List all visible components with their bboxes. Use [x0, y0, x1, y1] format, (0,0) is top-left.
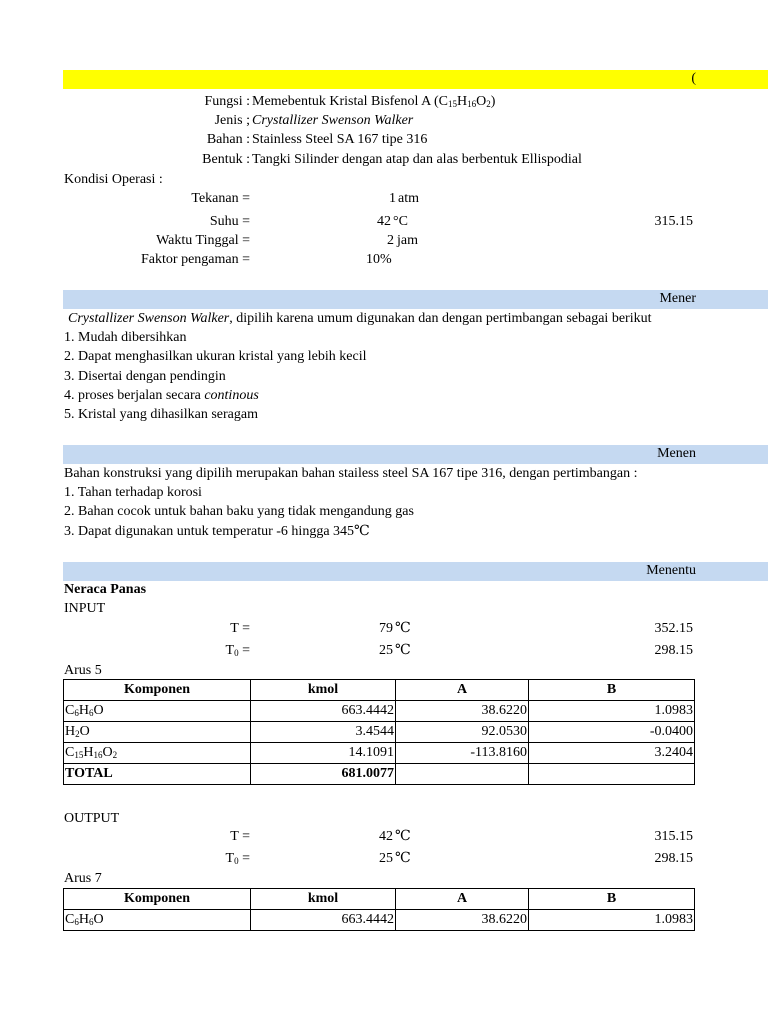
fungsi-value: Memebentuk Kristal Bisfenol A $(C_{15}H_{16}O_2)$	[252, 94, 496, 109]
output-t0-value: 25	[379, 851, 393, 866]
input-arus: Arus 5	[64, 663, 102, 678]
output-t-value: 42	[379, 829, 393, 844]
total-label: TOTAL	[64, 764, 251, 785]
col-b: B	[529, 680, 695, 701]
section2-item-3: 3. Dapat digunakan untuk temperatur -6 hingga 345℃	[64, 524, 370, 539]
kmol-cell: 14.1091	[251, 743, 396, 764]
faktor-label: Faktor pengaman =	[141, 252, 250, 267]
col-b: B	[529, 889, 695, 910]
input-t-value: 79	[379, 621, 393, 636]
section1-item-5: 5. Kristal yang dihasilkan seragam	[64, 407, 259, 422]
input-t-label: T =	[230, 621, 250, 636]
b-cell: -0.0400	[529, 722, 695, 743]
a-cell: -113.8160	[396, 743, 529, 764]
table-header-row	[64, 889, 695, 910]
title-band	[63, 70, 768, 89]
col-komponen: Komponen	[64, 680, 251, 701]
bahan-value: Stainless Steel SA 167 tipe 316	[252, 132, 428, 147]
kmol-cell: 663.4442	[251, 910, 396, 931]
output-t0-kelvin: 298.15	[654, 851, 693, 866]
output-title: OUTPUT	[64, 811, 120, 826]
waktu-unit: jam	[397, 233, 418, 248]
komponen-cell: $C_6H_6O$	[64, 910, 251, 931]
waktu-value: 2	[387, 233, 394, 248]
a-cell: 92.0530	[396, 722, 529, 743]
section2-intro: Bahan konstruksi yang dipilih merupakan bahan stailess steel SA 167 tipe 316, dengan pertimbangan :	[64, 466, 638, 481]
input-t-unit: ℃	[395, 621, 411, 636]
jenis-label: Jenis ;	[214, 113, 250, 128]
title-band-text: (	[691, 71, 696, 86]
bentuk-value: Tangki Silinder dengan atap dan alas berbentuk Ellispodial	[252, 152, 582, 167]
tekanan-unit: atm	[398, 191, 419, 206]
section1-band	[63, 290, 768, 309]
table-row	[64, 701, 695, 722]
input-table	[63, 679, 695, 785]
bentuk-label: Bentuk :	[202, 152, 250, 167]
section1-item-4: 4. proses berjalan secara continous	[64, 388, 259, 403]
input-title: INPUT	[64, 601, 106, 616]
section1-item-1: 1. Mudah dibersihkan	[64, 330, 187, 345]
komponen-cell: $C_6H_6O$	[64, 701, 251, 722]
section1-intro: Crystallizer Swenson Walker, dipilih karena umum digunakan dan dengan pertimbangan sebagai berikut	[68, 311, 652, 326]
table-row	[64, 722, 695, 743]
section3-band-text: Menentu	[646, 563, 696, 578]
neraca-title: Neraca Panas	[64, 582, 147, 597]
col-a: A	[396, 889, 529, 910]
section2-band-text: Menen	[657, 446, 696, 461]
section1-item-3: 3. Disertai dengan pendingin	[64, 369, 226, 384]
suhu-value: 42	[377, 214, 391, 229]
section2-item-2: 2. Bahan cocok untuk bahan baku yang tidak mengandung gas	[64, 504, 414, 519]
input-t0-unit: ℃	[395, 643, 411, 658]
input-t0-label: $T_0$ =	[225, 643, 250, 658]
output-table	[63, 888, 695, 931]
waktu-label: Waktu Tinggal =	[156, 233, 250, 248]
faktor-value: 10%	[366, 252, 392, 267]
tekanan-label: Tekanan =	[191, 191, 250, 206]
suhu-kelvin: 315.15	[654, 214, 693, 229]
suhu-unit: °C	[393, 214, 408, 229]
table-total-row	[64, 764, 695, 785]
output-arus: Arus 7	[64, 871, 102, 886]
table-row	[64, 743, 695, 764]
col-kmol: kmol	[251, 889, 396, 910]
input-t0-kelvin: 298.15	[654, 643, 693, 658]
jenis-value: Crystallizer Swenson Walker	[252, 113, 414, 128]
table-row	[64, 910, 695, 931]
total-a	[396, 764, 529, 785]
section2-band	[63, 445, 768, 464]
section1-item-2: 2. Dapat menghasilkan ukuran kristal yang lebih kecil	[64, 349, 367, 364]
input-t-kelvin: 352.15	[654, 621, 693, 636]
output-t-label: T =	[230, 829, 250, 844]
output-t0-label: $T_0$ =	[225, 851, 250, 866]
fungsi-label: Fungsi :	[204, 94, 250, 109]
komponen-cell: $H_2O$	[64, 722, 251, 743]
col-a: A	[396, 680, 529, 701]
total-b	[529, 764, 695, 785]
col-komponen: Komponen	[64, 889, 251, 910]
suhu-label: Suhu =	[209, 214, 250, 229]
section3-band	[63, 562, 768, 581]
a-cell: 38.6220	[396, 910, 529, 931]
a-cell: 38.6220	[396, 701, 529, 722]
tekanan-value: 1	[389, 191, 396, 206]
b-cell: 1.0983	[529, 701, 695, 722]
col-kmol: kmol	[251, 680, 396, 701]
bahan-label: Bahan :	[206, 132, 250, 147]
output-t-kelvin: 315.15	[654, 829, 693, 844]
table-header-row	[64, 680, 695, 701]
b-cell: 1.0983	[529, 910, 695, 931]
kmol-cell: 3.4544	[251, 722, 396, 743]
b-cell: 3.2404	[529, 743, 695, 764]
kondisi-title: Kondisi Operasi :	[64, 172, 163, 187]
output-t0-unit: ℃	[395, 851, 411, 866]
section1-band-text: Mener	[659, 291, 696, 306]
komponen-cell: $C_{15}H_{16}O_2$	[64, 743, 251, 764]
output-t-unit: ℃	[395, 829, 411, 844]
kmol-cell: 663.4442	[251, 701, 396, 722]
total-kmol: 681.0077	[251, 764, 396, 785]
input-t0-value: 25	[379, 643, 393, 658]
section2-item-1: 1. Tahan terhadap korosi	[64, 485, 202, 500]
